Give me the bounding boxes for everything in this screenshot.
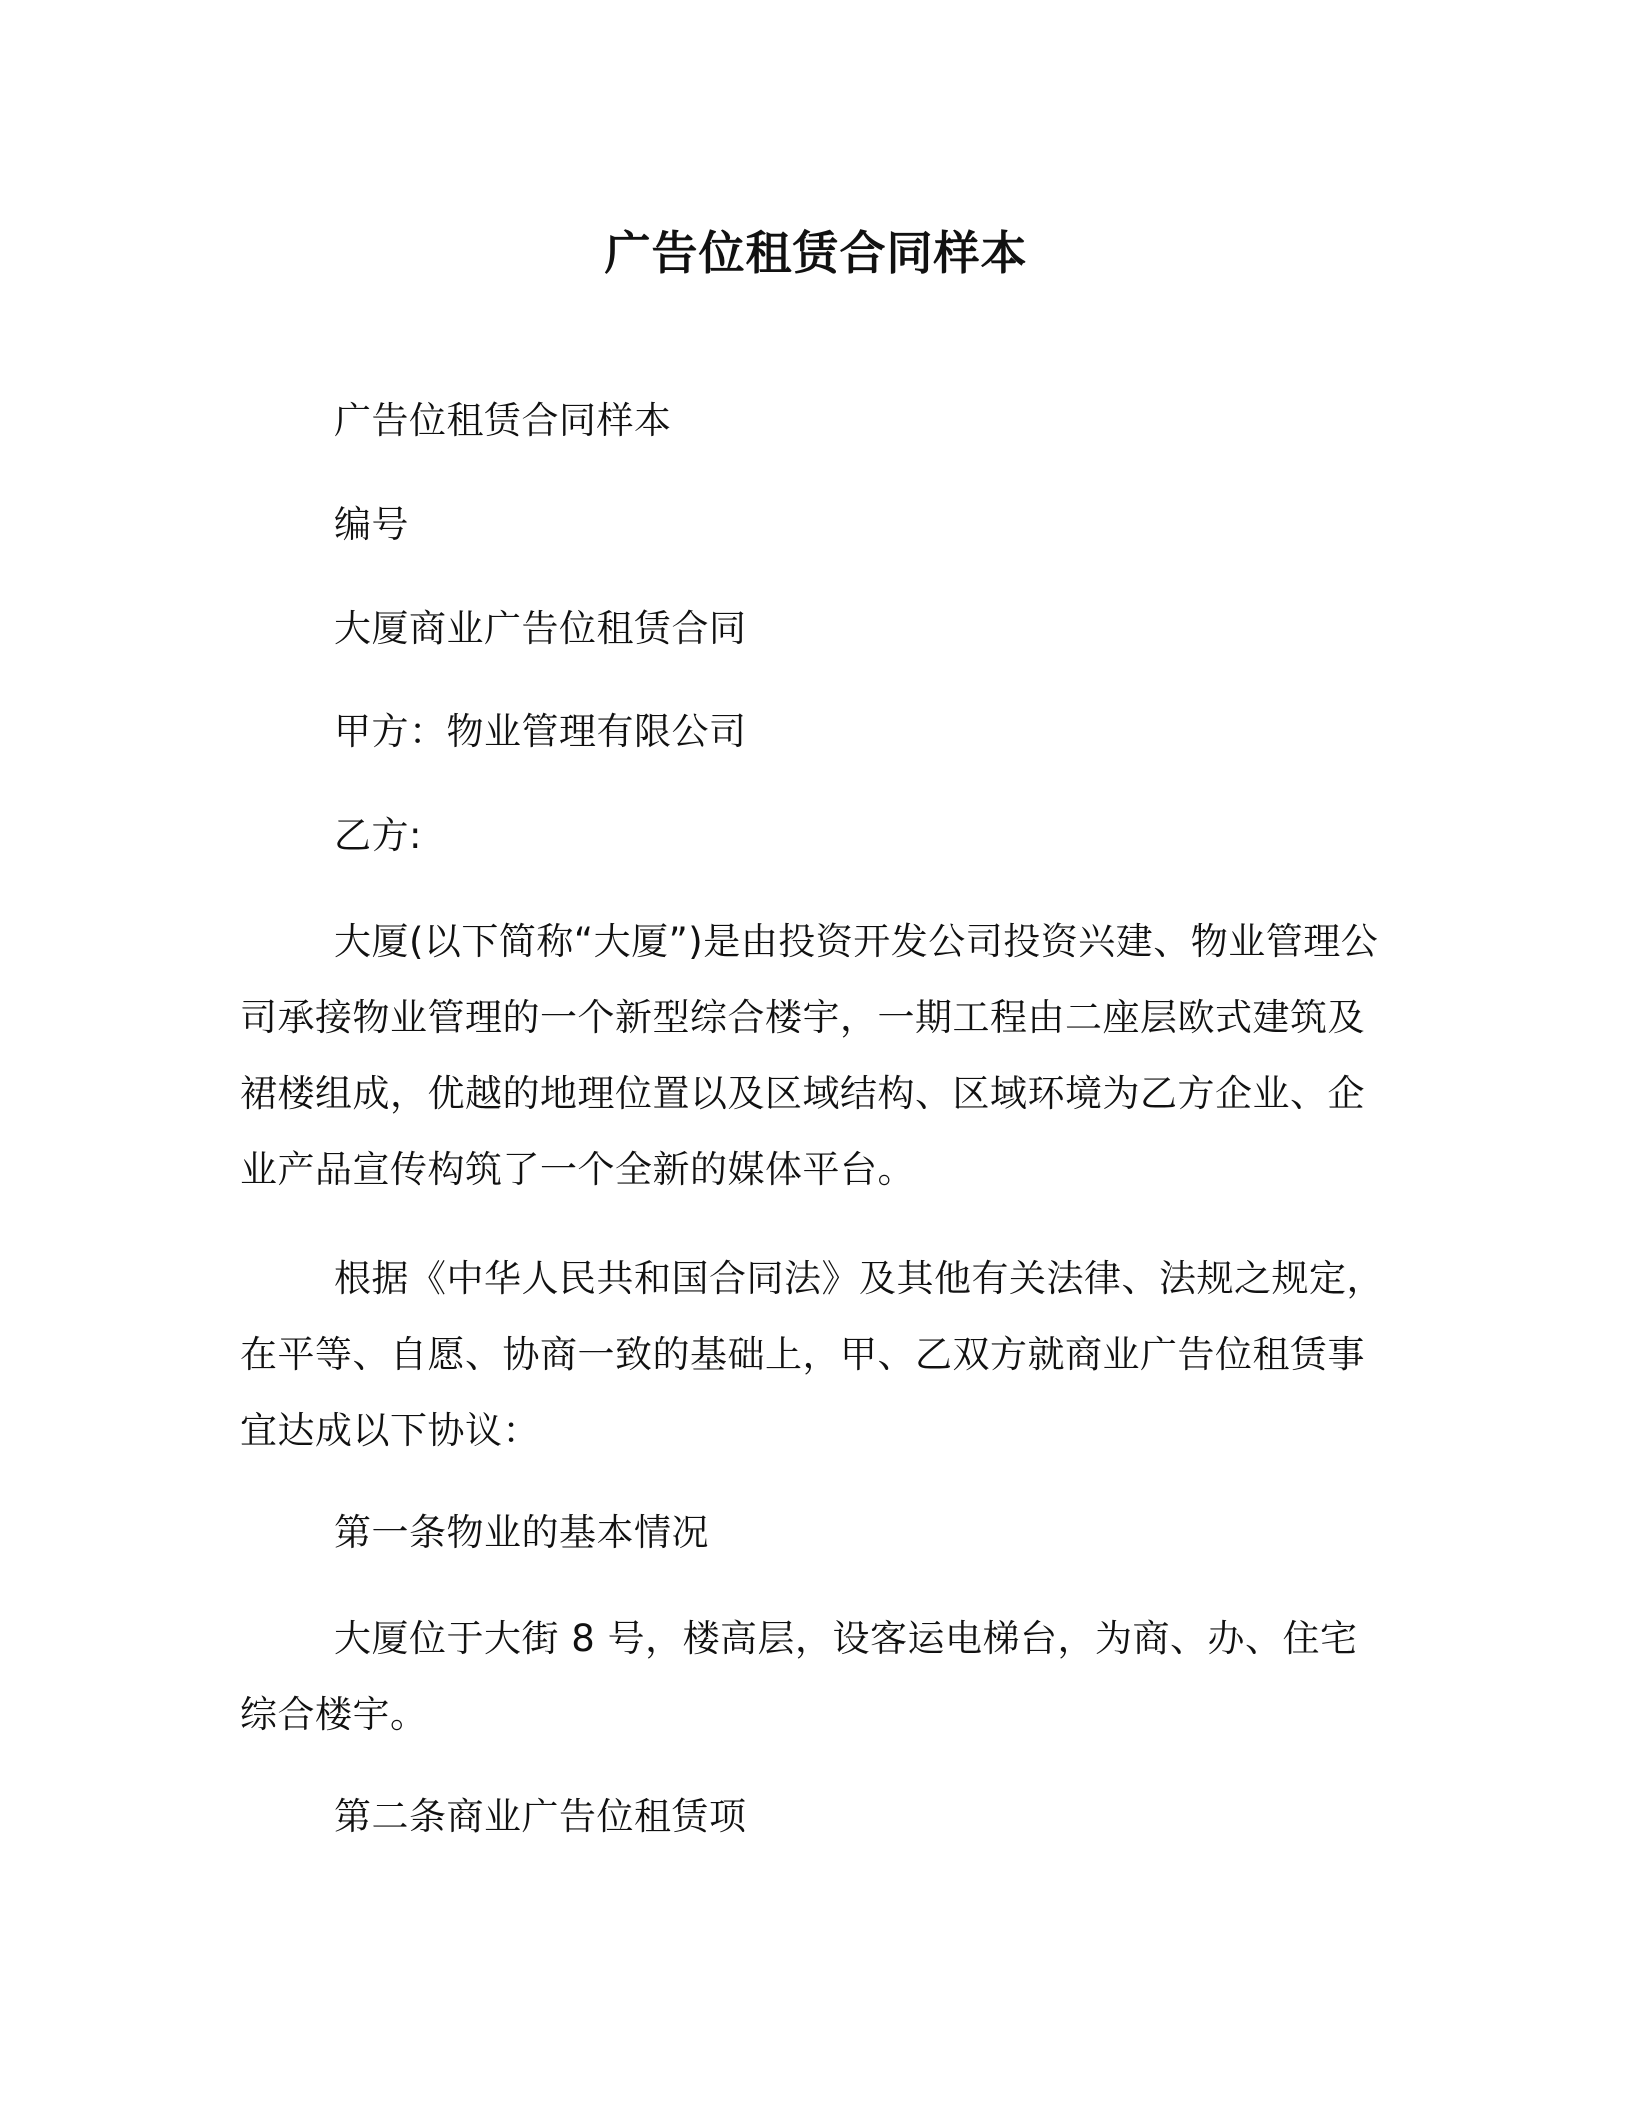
contract-name: 大厦商业广告位租赁合同: [334, 607, 747, 650]
intro-paragraph: 大厦(以下简称“大厦”)是由投资开发公司投资兴建、物业管理公司承接物业管理的一个新型综合楼宇，一期工程由二座层欧式建筑及裙楼组成，优越的地理位置以及区域结构、区域环境为乙方企业、企业产品宣传构筑了一个全新的媒体平台。: [240, 920, 1379, 1191]
number-label: 编号: [334, 503, 409, 546]
article-1-title: 第一条物业的基本情况: [334, 1511, 709, 1554]
basis-paragraph: 根据《中华人民共和国合同法》及其他有关法律、法规之规定，在平等、自愿、协商一致的基础上，甲、乙双方就商业广告位租赁事宜达成以下协议：: [240, 1257, 1384, 1452]
subtitle: 广告位租赁合同样本: [334, 399, 672, 442]
article-2-title: 第二条商业广告位租赁项: [334, 1795, 747, 1838]
party-a: 甲方：物业管理有限公司: [334, 710, 747, 753]
article-1-body: 大厦位于大街 8 号，楼高层，设客运电梯台，为商、办、住宅综合楼宇。: [240, 1617, 1358, 1736]
party-b: 乙方:: [334, 814, 422, 857]
document-title: 广告位租赁合同样本: [604, 226, 1028, 280]
